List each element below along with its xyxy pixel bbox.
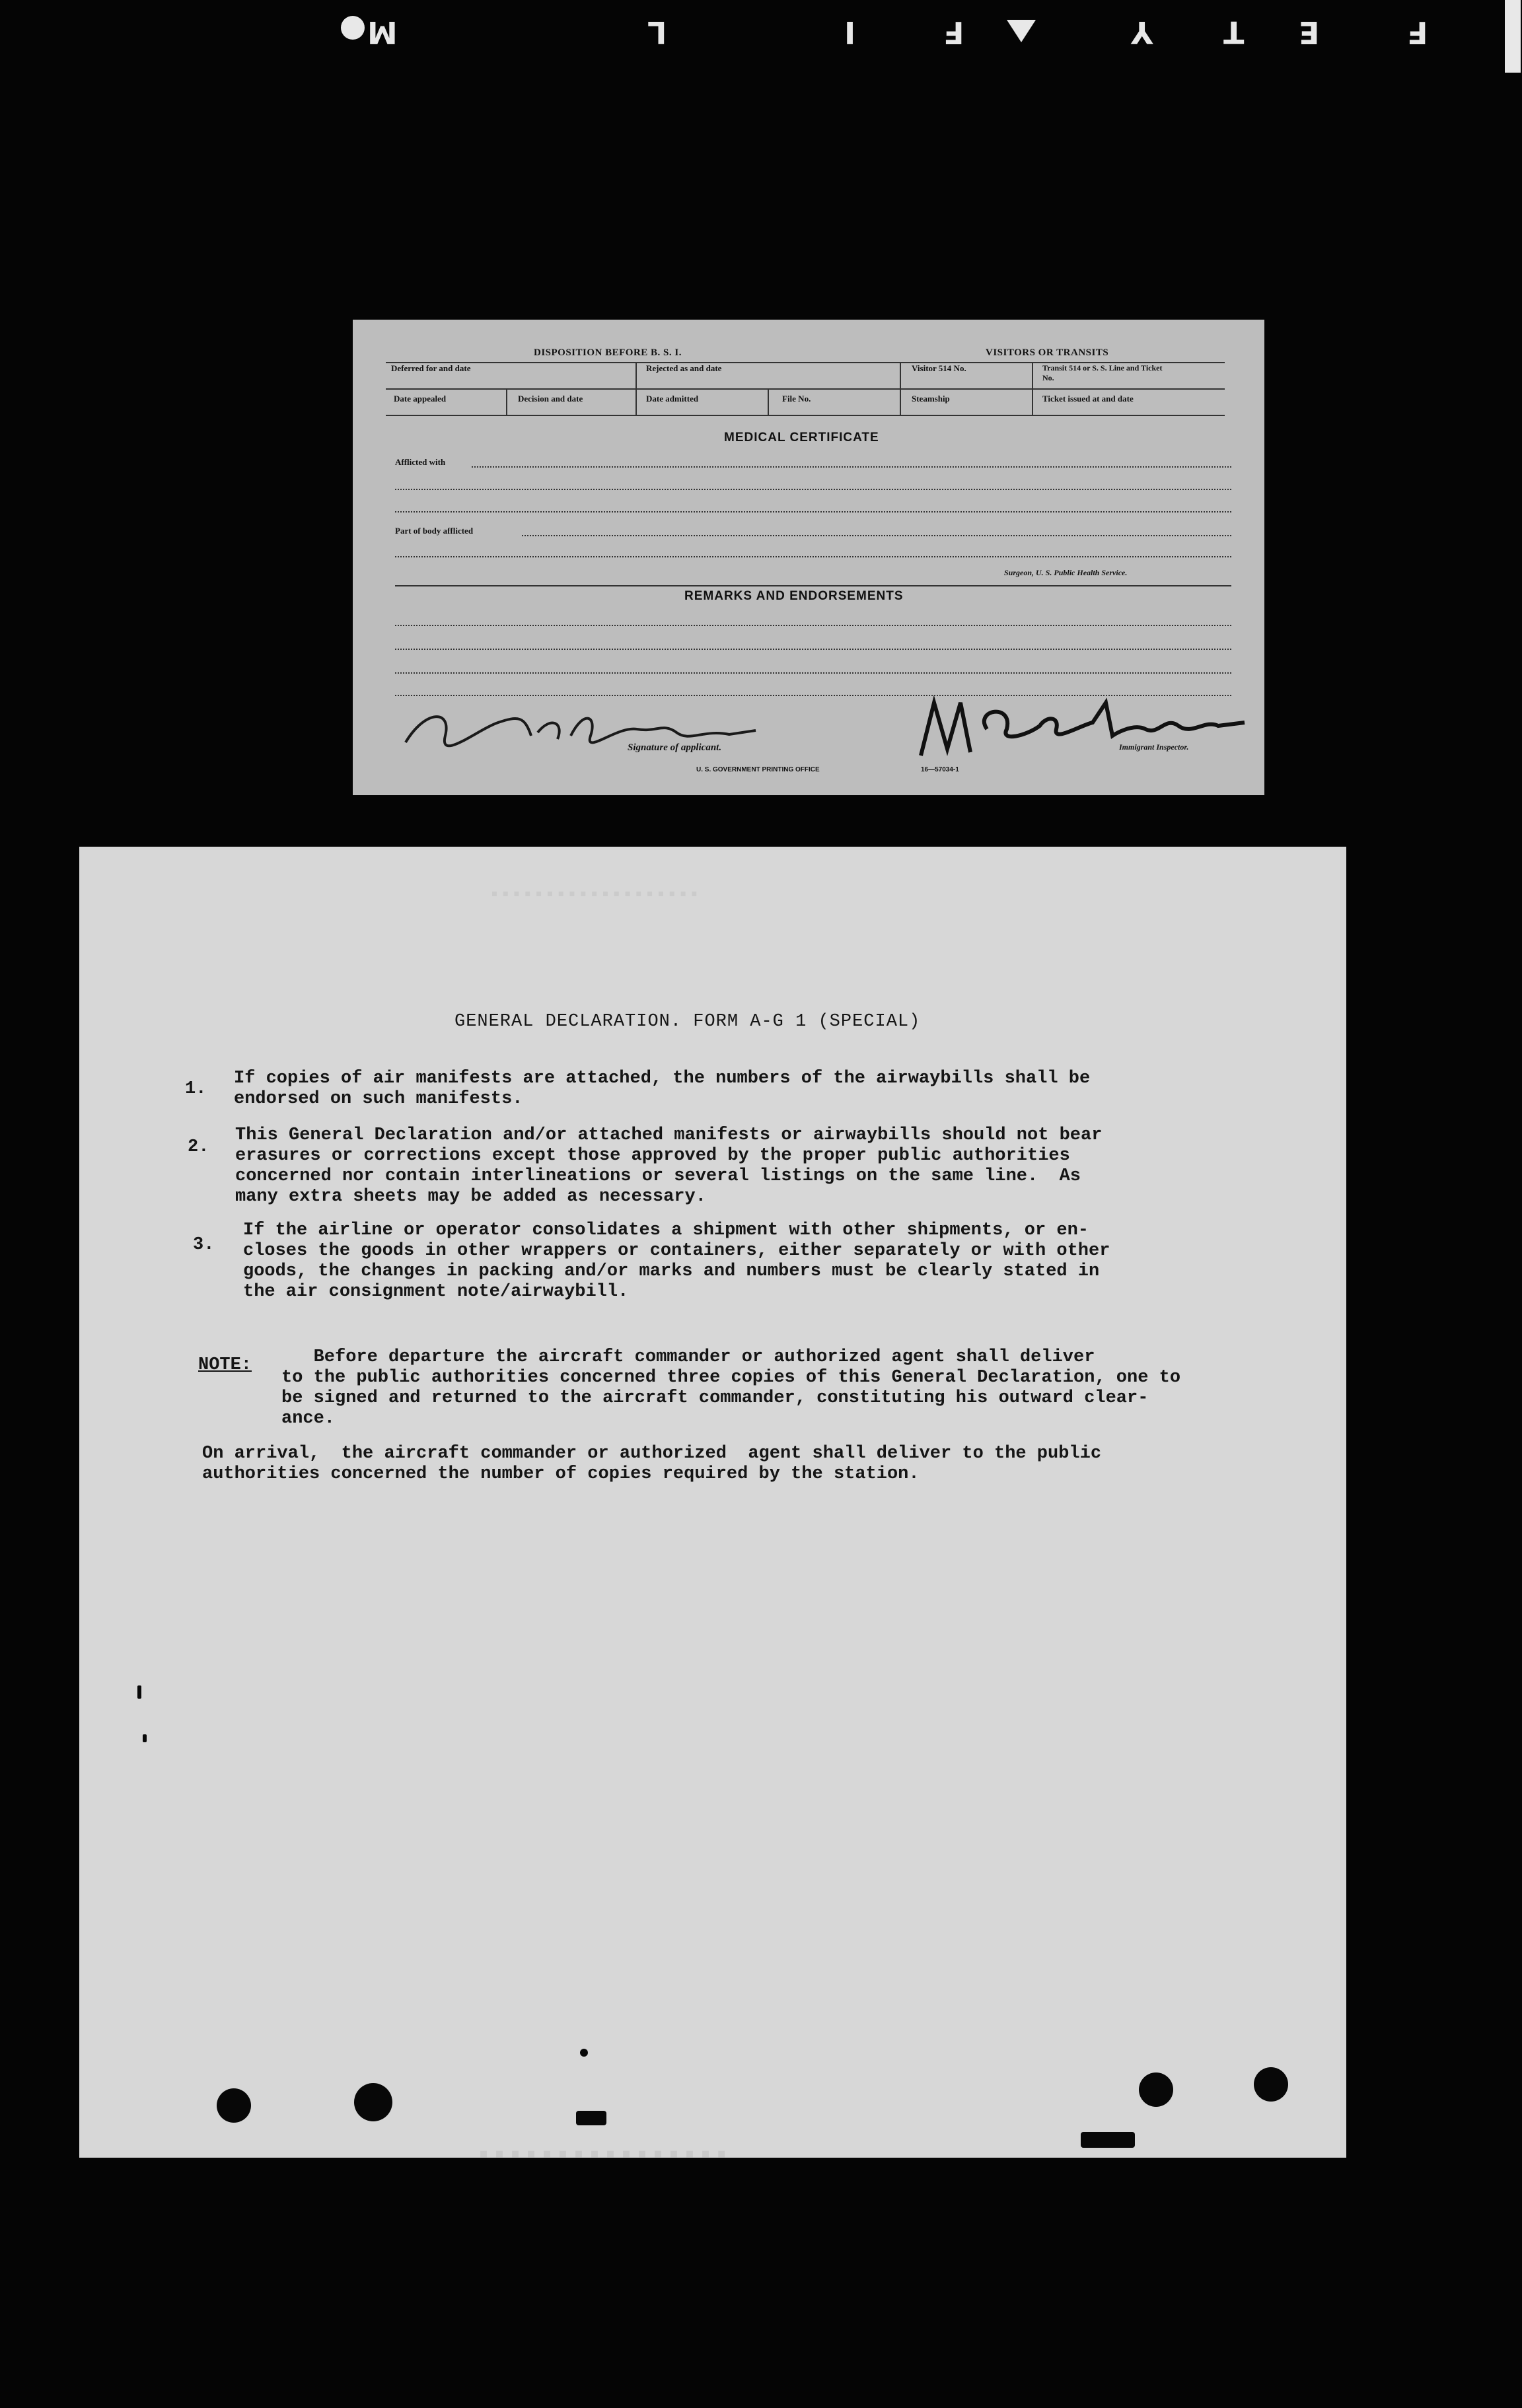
date-appealed-label: Date appealed	[394, 394, 447, 404]
film-dot-marker	[341, 16, 365, 40]
rule	[395, 585, 1231, 586]
afflicted-with-label: Afflicted with	[395, 457, 446, 467]
surgeon-label: Surgeon, U. S. Public Health Service.	[1004, 568, 1128, 577]
part-of-body-label: Part of body afflicted	[395, 526, 474, 536]
immigration-card	[353, 320, 1264, 795]
rule	[386, 388, 1225, 390]
deferred-label: Deferred for and date	[391, 363, 471, 373]
declaration-title: GENERAL DECLARATION. FORM A-G 1 (SPECIAL)	[454, 1012, 921, 1032]
ink-mark	[580, 2049, 588, 2057]
film-letter: E	[1299, 15, 1320, 50]
film-letter: I	[844, 15, 856, 50]
film-edge-bar	[1505, 0, 1521, 73]
punch-hole	[217, 2088, 251, 2123]
file-no-label: File No.	[782, 394, 811, 404]
item-text: If copies of air manifests are attached, the numbers of the airwaybills shall be endorsed on such manifests.	[234, 1069, 1091, 1109]
signature-of-applicant-label: Signature of applicant.	[628, 742, 722, 753]
ink-mark	[137, 1685, 141, 1699]
decision-label: Decision and date	[518, 394, 583, 404]
note-label: NOTE:	[198, 1355, 252, 1375]
film-letter: T	[1223, 15, 1245, 50]
printing-office-label: U. S. GOVERNMENT PRINTING OFFICE	[696, 766, 820, 773]
bleed-through-mark: ▪▪▪▪▪▪▪▪▪▪▪▪▪▪▪▪	[476, 2141, 730, 2171]
film-letter: L	[647, 15, 667, 50]
divider	[506, 388, 507, 416]
immigrant-inspector-label: Immigrant Inspector.	[1119, 742, 1189, 752]
rejected-label: Rejected as and date	[646, 363, 722, 373]
punch-hole	[354, 2083, 392, 2121]
film-edge-markings	[0, 0, 1522, 73]
punch-hole	[1254, 2067, 1288, 2102]
bleed-through-mark: ▪▪▪▪▪▪▪▪▪▪▪▪▪▪▪▪▪▪▪	[489, 885, 700, 905]
fill-line	[395, 556, 1231, 557]
general-declaration-sheet	[79, 847, 1346, 2171]
divider	[768, 388, 769, 416]
date-admitted-label: Date admitted	[646, 394, 699, 404]
arrival-text: On arrival, the aircraft commander or authorized agent shall deliver to the public authorities concerned the number of copies required by the station.	[202, 1444, 1102, 1484]
film-letter: Y	[1131, 15, 1153, 50]
steamship-label: Steamship	[912, 394, 950, 404]
note-text: Before departure the aircraft commander or authorized agent shall deliver to the public authorities concerned three copies of this General Declaration, one to be signed and returned to the aircraft commander, constituting his outward clear- ance.	[281, 1347, 1181, 1429]
fill-line	[395, 625, 1231, 626]
remarks-title: REMARKS AND ENDORSEMENTS	[684, 589, 904, 603]
item-number: 3.	[193, 1235, 215, 1255]
ink-mark	[576, 2111, 606, 2125]
punch-hole	[1139, 2072, 1173, 2107]
film-triangle-marker	[1007, 20, 1036, 42]
medical-certificate-title: MEDICAL CERTIFICATE	[724, 431, 879, 444]
visitor-514-label: Visitor 514 No.	[912, 363, 966, 373]
ink-mark	[143, 1734, 147, 1742]
transit-514-label: Transit 514 or S. S. Line and Ticket No.	[1042, 363, 1163, 382]
form-number: 16—57034-1	[921, 766, 959, 773]
rule	[386, 415, 1225, 416]
fill-line	[395, 672, 1231, 674]
item-number: 2.	[188, 1137, 209, 1157]
ink-mark	[1081, 2132, 1135, 2148]
visitors-header: VISITORS OR TRANSITS	[986, 347, 1109, 358]
fill-line	[522, 535, 1231, 536]
disposition-header: DISPOSITION BEFORE B. S. I.	[534, 347, 682, 358]
fill-line	[395, 649, 1231, 650]
fill-line	[395, 489, 1231, 490]
film-letter: F	[1407, 15, 1428, 50]
film-letter: F	[943, 15, 964, 50]
ticket-issued-label: Ticket issued at and date	[1042, 394, 1134, 404]
item-number: 1.	[185, 1079, 207, 1099]
item-text: This General Declaration and/or attached manifests or airwaybills should not bear erasures or corrections except those approved by the proper public authorities concerned nor contain interlineations or several listings on the same line. As many extra sheets may be added as necessary.	[235, 1125, 1103, 1207]
item-text: If the airline or operator consolidates a shipment with other shipments, or en- closes the goods in other wrappers or containers, either separately or with other goods, the changes in packing and/or marks and numbers must be clearly stated in the air consignment note/airwaybill.	[243, 1221, 1110, 1302]
film-letter: M	[367, 15, 398, 50]
inspector-signature	[908, 690, 1251, 762]
fill-line	[472, 466, 1231, 468]
fill-line	[395, 511, 1231, 513]
